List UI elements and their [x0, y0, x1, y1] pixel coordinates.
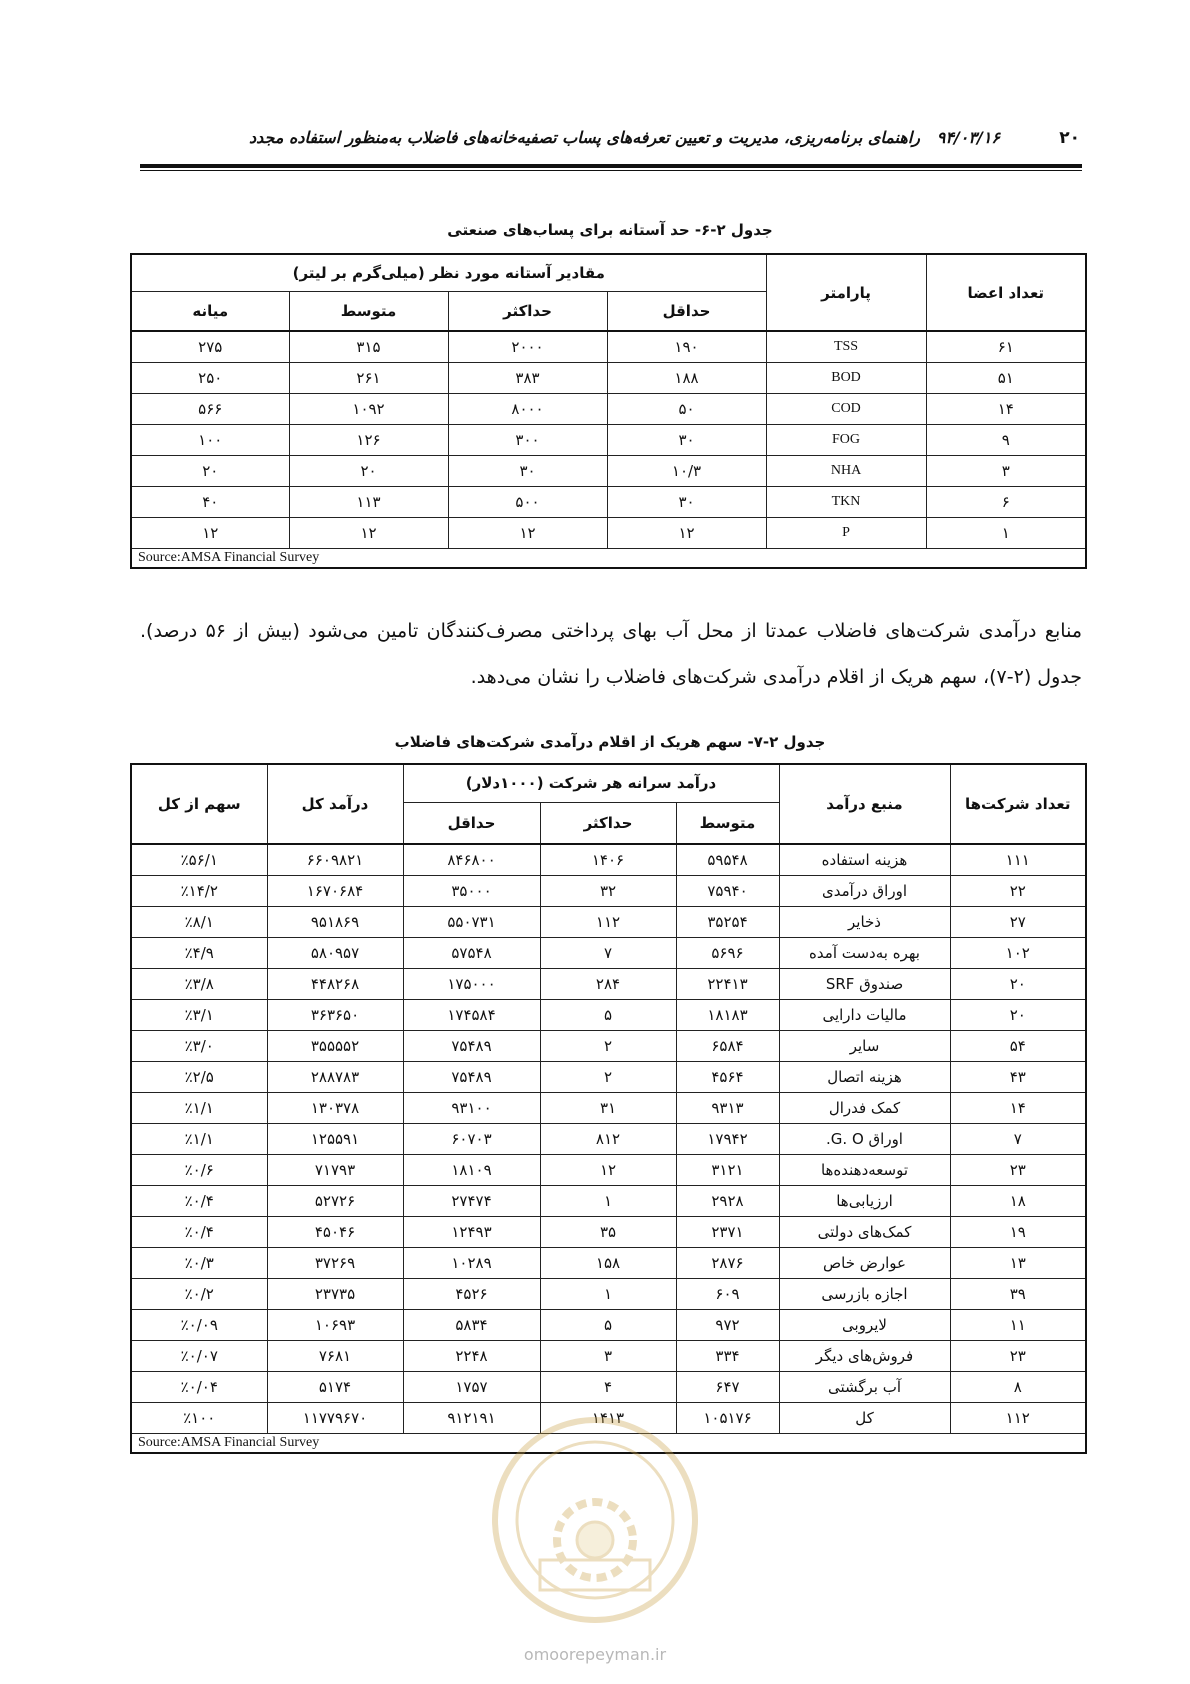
- t1-cell-avg: ۲۰: [289, 455, 448, 486]
- t2-cell-min: ۳۵۰۰۰: [403, 875, 540, 906]
- t2-header-source: منبع درآمد: [779, 764, 950, 844]
- t1-cell-min: ۱۰/۳: [607, 455, 766, 486]
- t2-cell-total: ۲۸۸۷۸۳: [267, 1061, 403, 1092]
- t2-cell-total: ۳۵۵۵۵۲: [267, 1030, 403, 1061]
- t2-cell-max: ۲۸۴: [540, 968, 676, 999]
- t2-cell-count: ۲۰: [950, 968, 1086, 999]
- t2-row: [131, 1123, 1086, 1154]
- t1-header-count: تعداد اعضا: [926, 254, 1086, 331]
- t2-cell-count: ۱۸: [950, 1185, 1086, 1216]
- t2-cell-min: ۹۱۲۱۹۱: [403, 1402, 540, 1433]
- t2-cell-source: اوراق درآمدی: [779, 875, 950, 906]
- t2-cell-share: ٪۳/۸: [131, 968, 267, 999]
- t2-cell-share: ٪۳/۰: [131, 1030, 267, 1061]
- t2-cell-source: بهره به‌دست آمده: [779, 937, 950, 968]
- t1-cell-avg: ۱۰۹۲: [289, 393, 448, 424]
- t2-cell-share: ٪۰/۲: [131, 1278, 267, 1309]
- t2-cell-count: ۱۴: [950, 1092, 1086, 1123]
- t2-cell-share: ٪۴/۹: [131, 937, 267, 968]
- t2-cell-count: ۷: [950, 1123, 1086, 1154]
- t1-cell-median: ۴۰: [131, 486, 289, 517]
- t2-header-min: حداقل: [403, 802, 540, 844]
- t2-cell-source: هزینه استفاده: [779, 844, 950, 875]
- t2-cell-count: ۲۳: [950, 1154, 1086, 1185]
- t2-cell-total: ۷۱۷۹۳: [267, 1154, 403, 1185]
- t2-row: [131, 875, 1086, 906]
- t2-row: [131, 1154, 1086, 1185]
- t1-cell-count: ۶: [926, 486, 1086, 517]
- t2-cell-avg: ۲۳۷۱: [676, 1216, 779, 1247]
- t2-cell-min: ۱۲۴۹۳: [403, 1216, 540, 1247]
- t1-cell-param: BOD: [766, 362, 926, 393]
- t2-header-max: حداکثر: [540, 802, 676, 844]
- t2-cell-avg: ۲۸۷۶: [676, 1247, 779, 1278]
- t2-row: [131, 1092, 1086, 1123]
- t2-cell-avg: ۱۰۵۱۷۶: [676, 1402, 779, 1433]
- t2-cell-avg: ۳۵۲۵۴: [676, 906, 779, 937]
- t2-cell-min: ۵۵۰۷۳۱: [403, 906, 540, 937]
- t1-cell-count: ۱۴: [926, 393, 1086, 424]
- t2-cell-source: کل: [779, 1402, 950, 1433]
- t2-cell-total: ۳۶۳۶۵۰: [267, 999, 403, 1030]
- t2-cell-min: ۴۵۲۶: [403, 1278, 540, 1309]
- t2-cell-count: ۱۰۲: [950, 937, 1086, 968]
- t2-cell-avg: ۲۹۲۸: [676, 1185, 779, 1216]
- t2-cell-avg: ۵۶۹۶: [676, 937, 779, 968]
- t2-cell-total: ۱۲۵۵۹۱: [267, 1123, 403, 1154]
- table2-caption: جدول ۲-۷- سهم هریک از اقلام درآمدی شرکت‌های فاضلاب: [394, 733, 826, 751]
- t2-cell-source: لایروبی: [779, 1309, 950, 1340]
- t2-cell-min: ۷۵۴۸۹: [403, 1030, 540, 1061]
- t2-cell-avg: ۶۵۸۴: [676, 1030, 779, 1061]
- t1-cell-max: ۳۸۳: [448, 362, 607, 393]
- t1-cell-count: ۵۱: [926, 362, 1086, 393]
- t2-cell-share: ٪۸/۱: [131, 906, 267, 937]
- t2-cell-count: ۲۰: [950, 999, 1086, 1030]
- t2-cell-count: ۴۳: [950, 1061, 1086, 1092]
- t1-row: [131, 486, 1086, 517]
- t2-cell-source: توسعه‌دهنده‌ها: [779, 1154, 950, 1185]
- t2-cell-total: ۱۶۷۰۶۸۴: [267, 875, 403, 906]
- t2-cell-share: ٪۲/۵: [131, 1061, 267, 1092]
- t2-row: [131, 1247, 1086, 1278]
- t2-cell-min: ۲۷۴۷۴: [403, 1185, 540, 1216]
- t2-cell-min: ۱۸۱۰۹: [403, 1154, 540, 1185]
- t1-header-min: حداقل: [607, 291, 766, 331]
- t2-cell-total: ۵۸۰۹۵۷: [267, 937, 403, 968]
- t2-cell-count: ۱۱۲: [950, 1402, 1086, 1433]
- t1-row: [131, 331, 1086, 362]
- t2-cell-source: ارزیابی‌ها: [779, 1185, 950, 1216]
- t2-cell-avg: ۳۱۲۱: [676, 1154, 779, 1185]
- t2-cell-min: ۷۵۴۸۹: [403, 1061, 540, 1092]
- t1-cell-param: FOG: [766, 424, 926, 455]
- t2-cell-min: ۱۷۵۰۰۰: [403, 968, 540, 999]
- t1-cell-max: ۱۲: [448, 517, 607, 548]
- t2-row: [131, 906, 1086, 937]
- t2-row: [131, 1216, 1086, 1247]
- t2-row: [131, 1371, 1086, 1402]
- t1-cell-param: NHA: [766, 455, 926, 486]
- t2-cell-max: ۱۱۲: [540, 906, 676, 937]
- t2-cell-min: ۲۲۴۸: [403, 1340, 540, 1371]
- t2-cell-total: ۹۵۱۸۶۹: [267, 906, 403, 937]
- t1-cell-avg: ۱۲۶: [289, 424, 448, 455]
- t2-cell-count: ۲۷: [950, 906, 1086, 937]
- t2-cell-max: ۲: [540, 1030, 676, 1061]
- t2-cell-share: ٪۱۴/۲: [131, 875, 267, 906]
- t2-cell-avg: ۳۳۴: [676, 1340, 779, 1371]
- t2-cell-share: ٪۰/۶: [131, 1154, 267, 1185]
- t2-cell-source: کمک فدرال: [779, 1092, 950, 1123]
- t1-cell-median: ۱۲: [131, 517, 289, 548]
- t2-cell-share: ٪۰/۳: [131, 1247, 267, 1278]
- t2-row: [131, 844, 1086, 875]
- t1-cell-max: ۳۰۰: [448, 424, 607, 455]
- t2-header-total: درآمد کل: [267, 764, 403, 844]
- t2-cell-source: مالیات دارایی: [779, 999, 950, 1030]
- t1-cell-min: ۳۰: [607, 486, 766, 517]
- t2-row: [131, 1030, 1086, 1061]
- t1-cell-avg: ۱۱۳: [289, 486, 448, 517]
- t2-cell-share: ٪۰/۰۷: [131, 1340, 267, 1371]
- page-number: ۲۰: [1059, 128, 1080, 148]
- t2-cell-min: ۹۳۱۰۰: [403, 1092, 540, 1123]
- t1-row: [131, 362, 1086, 393]
- t2-cell-max: ۵: [540, 999, 676, 1030]
- t2-cell-max: ۷: [540, 937, 676, 968]
- threshold-table: [130, 253, 1087, 569]
- t2-cell-source: عوارض خاص: [779, 1247, 950, 1278]
- t2-cell-total: ۳۷۲۶۹: [267, 1247, 403, 1278]
- header-rule-thick: [140, 164, 1082, 168]
- t2-cell-avg: ۱۸۱۸۳: [676, 999, 779, 1030]
- t2-cell-min: ۶۰۷۰۳: [403, 1123, 540, 1154]
- t2-cell-source: ذخایر: [779, 906, 950, 937]
- t1-cell-min: ۱۹۰: [607, 331, 766, 362]
- t1-cell-count: ۱: [926, 517, 1086, 548]
- t2-cell-total: ۵۲۷۲۶: [267, 1185, 403, 1216]
- t2-cell-avg: ۲۲۴۱۳: [676, 968, 779, 999]
- t2-cell-max: ۱: [540, 1278, 676, 1309]
- t2-cell-count: ۲۳: [950, 1340, 1086, 1371]
- t2-cell-max: ۸۱۲: [540, 1123, 676, 1154]
- t2-cell-share: ٪۰/۴: [131, 1216, 267, 1247]
- body-paragraph: منابع درآمدی شرکت‌های فاضلاب عمدتا از محل آب بهای پرداختی مصرف‌کنندگان تامین می‌شود (بیش از ۵۶ درصد). جدول (۲-۷)، سهم هریک از اقلام درآمدی شرکت‌های فاضلاب را نشان می‌دهد.: [140, 620, 1082, 688]
- t1-cell-param: COD: [766, 393, 926, 424]
- t2-cell-share: ٪۱/۱: [131, 1123, 267, 1154]
- revenue-table: [130, 763, 1087, 1454]
- t2-cell-max: ۱۲: [540, 1154, 676, 1185]
- t1-header-median: میانه: [131, 291, 289, 331]
- t2-cell-avg: ۱۷۹۴۲: [676, 1123, 779, 1154]
- header-title: راهنمای برنامه‌ریزی، مدیریت و تعیین تعرفه‌های پساب تصفیه‌خانه‌های فاضلاب به‌منظور استفاده مجدد: [249, 128, 920, 147]
- t2-cell-max: ۳: [540, 1340, 676, 1371]
- t2-source: Source:AMSA Financial Survey: [131, 1433, 1086, 1453]
- t2-row: [131, 1340, 1086, 1371]
- t2-cell-total: ۴۴۸۲۶۸: [267, 968, 403, 999]
- t2-cell-source: سایر: [779, 1030, 950, 1061]
- t2-cell-count: ۲۲: [950, 875, 1086, 906]
- t2-cell-count: ۸: [950, 1371, 1086, 1402]
- t2-cell-count: ۳۹: [950, 1278, 1086, 1309]
- t2-cell-total: ۴۵۰۴۶: [267, 1216, 403, 1247]
- t1-cell-min: ۵۰: [607, 393, 766, 424]
- t2-cell-avg: ۵۹۵۴۸: [676, 844, 779, 875]
- t1-row: [131, 517, 1086, 548]
- t2-cell-min: ۵۸۳۴: [403, 1309, 540, 1340]
- omoorepeyman-seal-icon: [480, 1410, 710, 1630]
- t1-cell-param: P: [766, 517, 926, 548]
- t2-cell-max: ۳۲: [540, 875, 676, 906]
- t2-cell-source: اوراق G. O.: [779, 1123, 950, 1154]
- t2-cell-avg: ۹۷۲: [676, 1309, 779, 1340]
- t2-cell-min: ۱۷۴۵۸۴: [403, 999, 540, 1030]
- t2-header-avg: متوسط: [676, 802, 779, 844]
- t1-cell-count: ۳: [926, 455, 1086, 486]
- t2-row: [131, 1061, 1086, 1092]
- t1-cell-avg: ۱۲: [289, 517, 448, 548]
- watermark-site: omoorepeyman.ir: [523, 1645, 667, 1664]
- t2-row: [131, 1185, 1086, 1216]
- t2-cell-share: ٪۰/۴: [131, 1185, 267, 1216]
- t2-cell-share: ٪۰/۰۹: [131, 1309, 267, 1340]
- t1-header-parameter: پارامتر: [766, 254, 926, 331]
- t1-header-avg: متوسط: [289, 291, 448, 331]
- t2-cell-max: ۳۱: [540, 1092, 676, 1123]
- t2-cell-total: ۱۱۷۷۹۶۷۰: [267, 1402, 403, 1433]
- t1-cell-median: ۵۶۶: [131, 393, 289, 424]
- t2-cell-min: ۱۷۵۷: [403, 1371, 540, 1402]
- t2-cell-total: ۷۶۸۱: [267, 1340, 403, 1371]
- t2-cell-count: ۱۱: [950, 1309, 1086, 1340]
- t2-header-share: سهم از کل: [131, 764, 267, 844]
- t1-cell-avg: ۲۶۱: [289, 362, 448, 393]
- t2-cell-avg: ۴۵۶۴: [676, 1061, 779, 1092]
- t2-cell-count: ۱۱۱: [950, 844, 1086, 875]
- t1-cell-median: ۲۰: [131, 455, 289, 486]
- t1-cell-count: ۶۱: [926, 331, 1086, 362]
- t1-cell-min: ۳۰: [607, 424, 766, 455]
- t2-cell-source: کمک‌های دولتی: [779, 1216, 950, 1247]
- page-header: [140, 126, 1080, 156]
- table1-caption: جدول ۲-۶- حد آستانه برای پساب‌های صنعتی: [447, 221, 773, 239]
- t2-cell-share: ٪۱۰۰: [131, 1402, 267, 1433]
- t2-header-count: تعداد شرکت‌ها: [950, 764, 1086, 844]
- t1-cell-max: ۳۰: [448, 455, 607, 486]
- t1-cell-param: TSS: [766, 331, 926, 362]
- t2-cell-share: ٪۵۶/۱: [131, 844, 267, 875]
- t2-cell-source: هزینه اتصال: [779, 1061, 950, 1092]
- t2-cell-max: ۱: [540, 1185, 676, 1216]
- t2-cell-avg: ۶۴۷: [676, 1371, 779, 1402]
- t1-row: [131, 424, 1086, 455]
- t2-cell-source: آب برگشتی: [779, 1371, 950, 1402]
- t2-cell-total: ۱۰۶۹۳: [267, 1309, 403, 1340]
- t2-cell-share: ٪۰/۰۴: [131, 1371, 267, 1402]
- t2-cell-source: اجازه بازرسی: [779, 1278, 950, 1309]
- t1-row: [131, 455, 1086, 486]
- t2-cell-min: ۱۰۲۸۹: [403, 1247, 540, 1278]
- t2-cell-max: ۳۵: [540, 1216, 676, 1247]
- t2-cell-max: ۱۴۱۳: [540, 1402, 676, 1433]
- t2-cell-total: ۲۳۷۳۵: [267, 1278, 403, 1309]
- t2-cell-total: ۵۱۷۴: [267, 1371, 403, 1402]
- t2-cell-max: ۵: [540, 1309, 676, 1340]
- t2-cell-avg: ۷۵۹۴۰: [676, 875, 779, 906]
- t1-cell-min: ۱۸۸: [607, 362, 766, 393]
- t1-header-group: مقادیر آستانه مورد نظر (میلی‌گرم بر لیتر): [131, 254, 766, 291]
- header-rule-thin: [140, 170, 1082, 171]
- t2-cell-count: ۵۴: [950, 1030, 1086, 1061]
- t1-cell-median: ۱۰۰: [131, 424, 289, 455]
- t2-cell-count: ۱۹: [950, 1216, 1086, 1247]
- t2-cell-max: ۲: [540, 1061, 676, 1092]
- t2-cell-source: فروش‌های دیگر: [779, 1340, 950, 1371]
- t1-cell-count: ۹: [926, 424, 1086, 455]
- t1-source: Source:AMSA Financial Survey: [131, 548, 1086, 568]
- t2-cell-max: ۴: [540, 1371, 676, 1402]
- t2-cell-min: ۸۴۶۸۰۰: [403, 844, 540, 875]
- t2-cell-source: صندوق SRF: [779, 968, 950, 999]
- header-date: ۹۴/۰۳/۱۶: [936, 128, 1000, 147]
- t1-cell-avg: ۳۱۵: [289, 331, 448, 362]
- t2-cell-min: ۵۷۵۴۸: [403, 937, 540, 968]
- t2-row: [131, 1278, 1086, 1309]
- t1-cell-max: ۲۰۰۰: [448, 331, 607, 362]
- t1-cell-median: ۲۷۵: [131, 331, 289, 362]
- t2-row: [131, 937, 1086, 968]
- t1-row: [131, 393, 1086, 424]
- t2-cell-total: ۱۳۰۳۷۸: [267, 1092, 403, 1123]
- t1-cell-max: ۸۰۰۰: [448, 393, 607, 424]
- t1-cell-min: ۱۲: [607, 517, 766, 548]
- t2-cell-avg: ۹۳۱۳: [676, 1092, 779, 1123]
- t1-cell-max: ۵۰۰: [448, 486, 607, 517]
- t2-cell-count: ۱۳: [950, 1247, 1086, 1278]
- t1-header-max: حداکثر: [448, 291, 607, 331]
- t2-row: [131, 999, 1086, 1030]
- t2-cell-avg: ۶۰۹: [676, 1278, 779, 1309]
- t2-row: [131, 968, 1086, 999]
- t1-cell-median: ۲۵۰: [131, 362, 289, 393]
- t2-cell-share: ٪۱/۱: [131, 1092, 267, 1123]
- t2-cell-max: ۱۴۰۶: [540, 844, 676, 875]
- t2-row: [131, 1309, 1086, 1340]
- t2-header-group: درآمد سرانه هر شرکت (۱۰۰۰دلار): [403, 764, 779, 802]
- t2-cell-total: ۶۶۰۹۸۲۱: [267, 844, 403, 875]
- t2-cell-max: ۱۵۸: [540, 1247, 676, 1278]
- t1-cell-param: TKN: [766, 486, 926, 517]
- t2-cell-share: ٪۳/۱: [131, 999, 267, 1030]
